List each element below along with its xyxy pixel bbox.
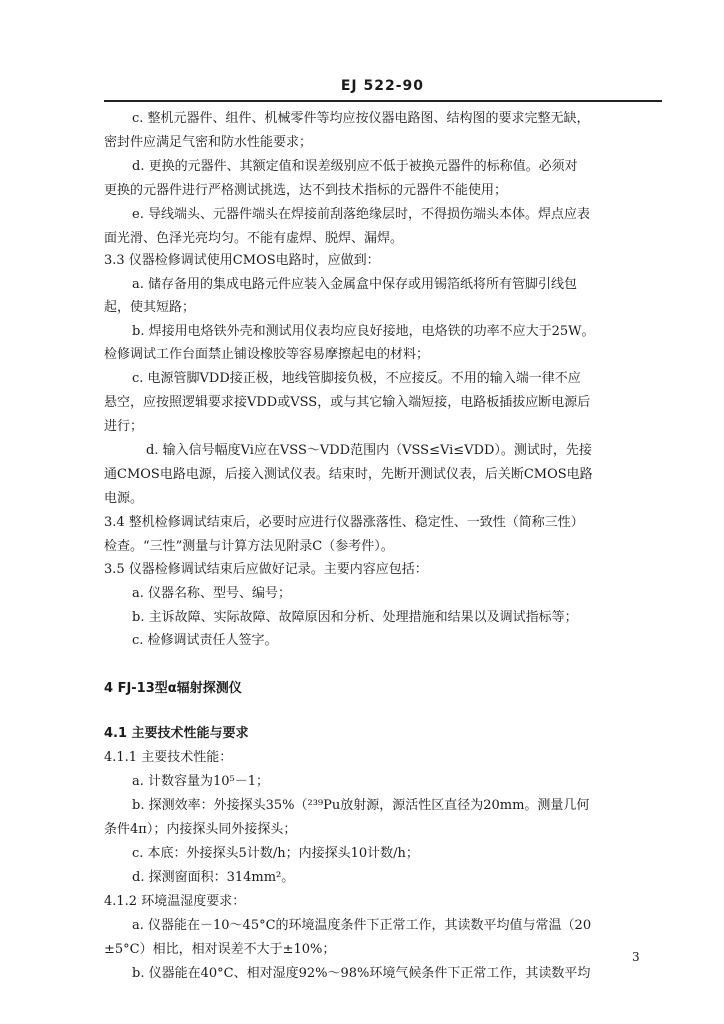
section-3-3-heading: 3.3 仪器检修调试使用CMOS电路时，应做到： — [104, 253, 380, 268]
text-line: 悬空，应按照逻辑要求接VDD或VSS，或与其它输入端短接，电路板插拔应断电源后 — [104, 395, 591, 410]
text-line: 进行； — [104, 419, 144, 434]
list-item: b. 主诉故障、实际故障、故障原因和分析、处理措施和结果以及调试指标等； — [132, 610, 578, 625]
text-line: 更换的元器件进行严格测试挑选，达不到技术指标的元器件不能使用； — [104, 183, 508, 198]
text-line: 电源。 — [104, 491, 144, 506]
chapter-4-heading: 4 FJ-13型α辐射探测仪 — [104, 681, 242, 696]
list-item: c. 本底：外接探头5计数/h；内接探头10计数/h； — [132, 846, 419, 861]
text-line: d. 输入信号幅度Vi应在VSS～VDD范围内（VSS≤Vi≤VDD）。测试时，先接 — [146, 443, 592, 458]
section-4-1-heading: 4.1 主要技术性能与要求 — [104, 726, 249, 741]
text-line: d. 更换的元器件、其额定值和误差级别应不低于被换元器件的标称值。必须对 — [132, 159, 578, 174]
list-item: c. 检修调试责任人签字。 — [132, 633, 278, 648]
text-line: 通CMOS电路电源，后接入测试仪表。结束时，先断开测试仪表，后关断CMOS电路 — [104, 467, 593, 482]
text-line: 检修调试工作台面禁止铺设橡胶等容易摩擦起电的材料； — [104, 347, 430, 362]
standard-code-header: EJ 522-90 — [340, 78, 424, 94]
text-line: 条件4π）；内接探头同外接探头； — [104, 822, 297, 837]
list-item: d. 探测窗面积：314mm²。 — [132, 870, 295, 885]
text-line: 密封件应满足气密和防水性能要求； — [104, 135, 313, 150]
text-line: a. 储存备用的集成电路元件应装入金属盒中保存或用锡箔纸将所有管脚引线包 — [132, 277, 578, 292]
text-line: 检查。“三性”测量与计算方法见附录C（参考件）。 — [104, 539, 394, 554]
text-line: b. 焊接用电烙铁外壳和测试用仪表均应良好接地，电烙铁的功率不应大于25W。 — [132, 324, 595, 339]
section-3-4-heading: 3.4 整机检修调试结束后，必要时应进行仪器涨落性、稳定性、一致性（简称三性） — [104, 515, 584, 530]
list-item: b. 仪器能在40°C、相对湿度92%～98%环境气候条件下正常工作，其读数平均 — [132, 966, 591, 981]
list-item: a. 仪器能在－10～45°C的环境温度条件下正常工作，其读数平均值与常温（20 — [132, 918, 592, 933]
text-line: 面光滑、色泽光亮均匀。不能有虚焊、脱焊、漏焊。 — [104, 231, 404, 246]
page-number: 3 — [632, 950, 640, 964]
header-rule — [104, 100, 662, 102]
section-4-1-1-heading: 4.1.1 主要技术性能： — [104, 750, 233, 765]
list-item: b. 探测效率：外接探头35%（²³⁹Pu放射源，源活性区直径为20mm。测量几何 — [132, 798, 590, 813]
text-line: 起，使其短路； — [104, 300, 196, 315]
list-item: a. 计数容量为10⁵－1； — [132, 774, 270, 789]
section-4-1-2-heading: 4.1.2 环境温湿度要求： — [104, 894, 246, 909]
text-line: c. 电源管脚VDD接正极，地线管脚接负极，不应接反。不用的输入端一律不应 — [132, 371, 581, 386]
text-line: ±5°C）相比，相对误差不大于±10%； — [104, 942, 336, 957]
text-line: c. 整机元器件、组件、机械零件等均应按仪器电路图、结构图的要求完整无缺， — [132, 111, 590, 126]
list-item: a. 仪器名称、型号、编号； — [132, 586, 292, 601]
text-line: e. 导线端头、元器件端头在焊接前刮落绝缘层时，不得损伤端头本体。焊点应表 — [132, 207, 590, 222]
section-3-5-heading: 3.5 仪器检修调试结束后应做好记录。主要内容应包括： — [104, 562, 428, 577]
